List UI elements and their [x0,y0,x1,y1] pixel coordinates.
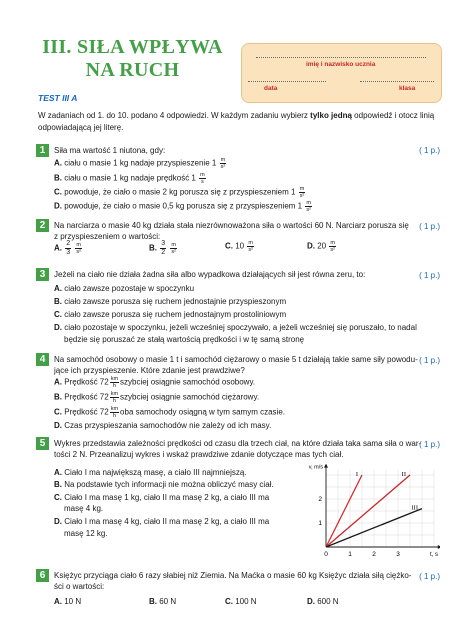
series-label-II: II [401,471,406,478]
question-number-1: 1 [36,144,49,157]
y-axis-label: v, m/s [308,464,323,471]
test-label: TEST III A [38,93,78,103]
fraction: $\frac{m}{\text{s²}}$ [306,200,311,213]
date-label: data [264,85,278,92]
q4-option-b[interactable]: B. Prędkość 72 $\frac{km}{h}$ szybciej osiągnie samochód ciężarowy. [54,391,260,404]
q4-option-a[interactable]: A. Prędkość 72 $\frac{km}{h}$ szybciej osiągnie samochód osobowy. [54,376,256,389]
q1-option-d[interactable]: D. powoduje, że ciało o masie 0,5 kg porusza się z przyspieszeniem 1 $\frac{m}{\text{s²}}$ [54,200,311,213]
chapter-title [30,36,235,82]
name-line[interactable] [256,57,426,58]
question-2-text: Na narciarza o masie 40 kg działa stała niezrównoważona siła o wartości 60 N. Narciarz porusza się z przyspieszeniem o wartości: [54,221,409,241]
question-1-text: Siła ma wartość 1 niutona, gdy: [54,146,166,155]
y-axis-arrow [324,464,328,468]
q6-option-c[interactable]: C. 100 N [225,597,257,606]
x-axis-arrow [438,545,440,549]
velocity-time-chart [306,463,440,563]
x-axis-label: t, s [429,552,439,558]
class-label: klasa [399,85,416,92]
series-label-I: I [355,471,358,478]
q5-option-c-continued: masę 4 kg. [64,504,104,513]
fraction: $\frac{m}{\text{s²}}$ [299,186,305,199]
y-tick-label: 2 [318,496,322,503]
y-tick-label: 1 [318,520,322,527]
q4-option-d[interactable]: D. Czas przyspieszania samochodów nie zależy od ich masy. [54,421,272,430]
question-number-3: 3 [36,268,49,281]
q6-option-b[interactable]: B. 60 N [149,597,177,606]
points-q4: ( 1 p.) [419,356,440,365]
x-tick-label: 2 [372,551,376,558]
date-line[interactable] [248,81,326,82]
q6-option-a[interactable]: A. 10 N [54,597,82,606]
q3-option-b[interactable]: B. ciało zawsze porusza się ruchem jednostajnie przyspieszonym [54,297,287,306]
points-q2: ( 1 p.) [419,222,440,231]
q5-option-c[interactable]: C. Ciało I ma masę 1 kg, ciało II ma masę 2 kg, a ciało III ma [54,493,270,502]
q1-option-b[interactable]: B. ciału o masie 1 kg nadaje prędkość 1 $\frac{m}{s}$ [54,172,205,185]
q3-option-a[interactable]: A. ciało zawsze pozostaje w spoczynku [54,284,195,293]
question-number-4: 4 [36,353,49,366]
question-number-6: 6 [36,569,49,582]
chapter-title-line1: III. SIŁA WPŁYWA [42,36,223,58]
q1-option-c[interactable]: C. powoduje, że ciało o masie 2 kg porusza się z przyspieszeniem 1 $\frac{m}{\text{s²}}$ [54,186,305,199]
question-3-text: Jeżeli na ciało nie działa żadna siła albo wypadkowa działających sił jest równa zeru, to: [54,270,366,279]
fraction: $\frac{m}{s}$ [200,172,205,185]
x-tick-label: 1 [348,551,352,558]
points-q3: ( 1 p.) [419,271,440,280]
q3-option-d-continued: będzie się poruszać ze stałą wartością prędkości i w tę samą stronę [64,335,305,344]
chapter-title-line2: NA RUCH [85,59,180,81]
q4-option-c[interactable]: C. Prędkość 72 $\frac{km}{h}$ oba samochody osiągną w tym samym czasie. [54,406,286,419]
x-tick-label: 0 [324,551,328,558]
q2-option-a[interactable]: A. $\frac{2}{3}$ $\frac{m}{\text{s²}}$ [54,240,81,256]
points-q1: ( 1 p.) [419,146,440,155]
question-number-5: 5 [36,437,49,450]
q5-option-d[interactable]: D. Ciało I ma masę 4 kg, ciało II ma masę 2 kg, a ciało III ma [54,517,270,526]
question-6-text: Księżyc przyciąga ciało 6 razy słabiej niż Ziemia. Na Maćka o masie 60 kg Księżyc działa siłą ciężko- ści o wartości: [54,571,412,591]
name-label: imię i nazwisko ucznia [306,61,376,68]
q1-option-a[interactable]: A. ciału o masie 1 kg nadaje przyspieszenie 1 $\frac{m}{\text{s²}}$ [54,157,226,170]
q5-option-a[interactable]: A. Ciało I ma największą masę, a ciało III najmniejszą. [54,468,247,477]
points-q6: ( 1 p.) [419,572,440,581]
student-info-box [241,43,442,103]
question-number-2: 2 [36,219,49,232]
q2-option-c[interactable]: C. 10 $\frac{m}{\text{s²}}$ [225,240,253,253]
fraction: $\frac{m}{\text{s²}}$ [220,157,226,170]
q3-option-c[interactable]: C. ciało zawsze porusza się ruchem jednostajnym prostoliniowym [54,310,287,319]
q2-option-d[interactable]: D. 20 $\frac{m}{\text{s²}}$ [307,240,335,253]
points-q5: ( 1 p.) [419,440,440,449]
series-label-III: III [411,504,418,512]
q3-option-d[interactable]: D. ciało pozostaje w spoczynku, jeżeli wcześniej spoczywało, a jeżeli wcześniej się poruszało, to nadal [54,323,417,332]
x-tick-label: 3 [396,551,400,558]
q6-option-d[interactable]: D. 600 N [307,597,339,606]
question-4-text: Na samochód osobowy o masie 1 t i samochód ciężarowy o masie 5 t działają takie same siły powodu- jące ich przyspieszenie. Które zdanie jest prawdziwe? [54,355,418,375]
instructions: W zadaniach od 1. do 10. podano 4 odpowiedzi. W każdym zadaniu wybierz tylko jedną odpowiedź i otocz linią odpowiadającą jej literę. [38,111,435,132]
q2-option-b[interactable]: B. $\frac{3}{2}$ $\frac{m}{\text{s²}}$ [149,240,176,256]
class-line[interactable] [360,81,434,82]
q5-option-b[interactable]: B. Na podstawie tych informacji nie można obliczyć masy ciał. [54,480,274,489]
q5-option-d-continued: masę 12 kg. [64,529,108,538]
question-5-text: Wykres przedstawia zależności prędkości od czasu dla trzech ciał, na które działa taka sama siła o war- tości 2 N. Przeanalizuj wykres i wskaż prawdziwe zdanie dotyczące mas tych ciał. [54,439,422,459]
